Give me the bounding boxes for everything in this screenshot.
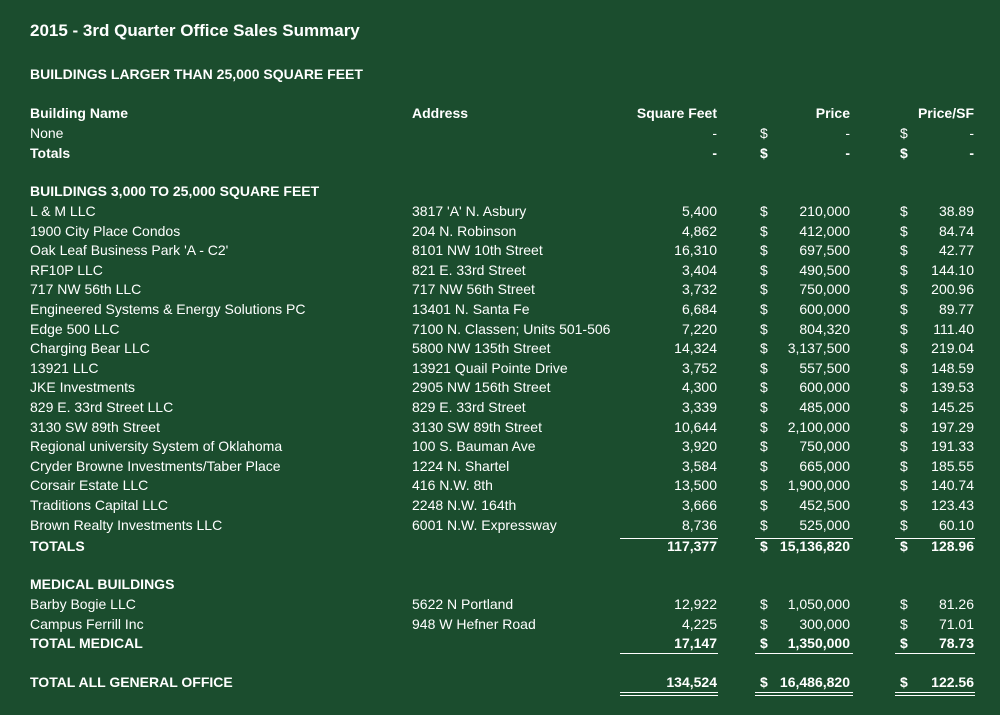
building-name-cell: L & M LLC	[30, 203, 96, 219]
price-currency-symbol: $	[760, 538, 768, 554]
price-cell: 525,000	[799, 516, 850, 533]
price-sf-currency-symbol: $	[900, 125, 908, 141]
price-sf-cell: 89.77	[938, 301, 974, 317]
building-name-cell: Brown Realty Investments LLC	[30, 516, 223, 533]
price-cell: 697,500	[799, 242, 850, 259]
building-name-cell: 13921 LLC	[30, 359, 99, 376]
price-sf-currency-symbol: $	[900, 145, 908, 161]
price-sf-currency-symbol: $	[900, 261, 908, 278]
price-currency-symbol: $	[760, 457, 768, 474]
address-cell: 13401 N. Santa Fe	[412, 301, 530, 317]
price-cell: 412,000	[799, 222, 850, 239]
totals-square-feet: -	[712, 145, 717, 161]
building-name-cell: Engineered Systems & Energy Solutions PC	[30, 301, 306, 317]
square-feet-cell: 3,732	[681, 281, 717, 298]
grand-total-price-per-sf: 122.56	[931, 674, 974, 690]
square-feet-cell: 3,666	[681, 497, 717, 513]
price-sf-cell: 123.43	[931, 497, 974, 513]
price-cell: 2,100,000	[787, 418, 850, 435]
totals-square-feet: 17,147	[674, 635, 717, 651]
price-currency-symbol: $	[760, 438, 768, 455]
totals-underline	[755, 653, 853, 654]
building-name-cell: RF10P LLC	[30, 261, 103, 278]
price-sf-cell: 144.10	[931, 261, 974, 278]
price-sf-currency-symbol: $	[900, 399, 908, 415]
table-row	[0, 397, 1000, 417]
table-row	[0, 594, 1000, 614]
page-title: 2015 - 3rd Quarter Office Sales Summary	[30, 21, 360, 40]
building-name-cell: Campus Ferrill Inc	[30, 615, 144, 632]
price-currency-symbol: $	[760, 222, 768, 239]
totals-label: TOTAL MEDICAL	[30, 635, 143, 651]
price-sf-cell: 84.74	[938, 222, 974, 239]
price-cell: 485,000	[799, 399, 850, 415]
square-feet-cell: 3,752	[681, 359, 717, 376]
price-sf-cell: 191.33	[931, 438, 974, 455]
address-cell: 204 N. Robinson	[412, 222, 517, 239]
table-row	[0, 377, 1000, 397]
price-sf-currency-symbol: $	[900, 222, 908, 239]
address-cell: 2248 N.W. 164th	[412, 497, 517, 513]
table-row	[0, 456, 1000, 476]
price-currency-symbol: $	[760, 399, 768, 415]
price-cell: 3,137,500	[787, 340, 850, 357]
price-cell: 1,050,000	[787, 596, 850, 612]
table-row	[0, 515, 1000, 535]
table-row	[0, 436, 1000, 456]
table-row	[0, 240, 1000, 260]
square-feet-cell: 12,922	[674, 596, 717, 612]
building-name-cell: Cryder Browne Investments/Taber Place	[30, 457, 281, 474]
section-heading-mid	[0, 181, 1000, 201]
building-name-cell: 829 E. 33rd Street LLC	[30, 399, 174, 415]
price-currency-symbol: $	[760, 379, 768, 396]
address-cell: 3817 'A' N. Asbury	[412, 203, 527, 219]
address-cell: 1224 N. Shartel	[412, 457, 510, 474]
price-currency-symbol: $	[760, 301, 768, 317]
totals-row	[0, 633, 1000, 653]
table-row	[0, 495, 1000, 515]
building-name-cell: Regional university System of Oklahoma	[30, 438, 283, 455]
building-name-cell: Charging Bear LLC	[30, 340, 150, 357]
price-currency-symbol: $	[760, 516, 768, 533]
square-feet-cell: 8,736	[681, 516, 717, 533]
address-cell: 8101 NW 10th Street	[412, 242, 543, 259]
address-cell: 5622 N Portland	[412, 596, 514, 612]
section-heading-medical	[0, 574, 1000, 594]
table-row	[0, 279, 1000, 299]
building-name-cell: 1900 City Place Condos	[30, 222, 181, 239]
price-currency-symbol: $	[760, 418, 768, 435]
totals-row	[0, 143, 1000, 163]
price-currency-symbol: $	[760, 497, 768, 513]
building-name-cell: None	[30, 125, 64, 141]
table-row	[0, 358, 1000, 378]
price-sf-currency-symbol: $	[900, 635, 908, 651]
price-sf-cell: 111.40	[933, 320, 974, 337]
price-currency-symbol: $	[760, 674, 768, 690]
square-feet-cell: 3,920	[681, 438, 717, 455]
square-feet-cell: 3,339	[681, 399, 717, 415]
price-cell: 210,000	[799, 203, 850, 219]
square-feet-cell: 16,310	[674, 242, 717, 259]
price-sf-cell: 185.55	[931, 457, 974, 474]
totals-price-per-sf: 128.96	[931, 538, 974, 554]
table-row	[0, 260, 1000, 280]
address-cell: 100 S. Bauman Ave	[412, 438, 536, 455]
price-cell: 600,000	[799, 379, 850, 396]
table-row	[0, 299, 1000, 319]
price-currency-symbol: $	[760, 281, 768, 298]
column-header-row	[0, 103, 1000, 123]
address-cell: 2905 NW 156th Street	[412, 379, 551, 396]
building-name-cell: JKE Investments	[30, 379, 136, 396]
table-row	[0, 475, 1000, 495]
price-sf-cell: 38.89	[938, 203, 974, 219]
address-cell: 948 W Hefner Road	[412, 615, 536, 632]
totals-row	[0, 536, 1000, 556]
price-sf-currency-symbol: $	[900, 340, 908, 357]
price-sf-cell: 139.53	[931, 379, 974, 396]
grand-total-row	[0, 672, 1000, 692]
building-name-cell: 3130 SW 89th Street	[30, 418, 160, 435]
price-sf-cell: 148.59	[931, 359, 974, 376]
address-cell: 416 N.W. 8th	[412, 477, 493, 494]
price-cell: 665,000	[799, 457, 850, 474]
price-sf-currency-symbol: $	[900, 242, 908, 259]
price-sf-cell: 197.29	[931, 418, 974, 435]
price-cell: 557,500	[799, 359, 850, 376]
price-cell: 750,000	[799, 438, 850, 455]
price-sf-currency-symbol: $	[900, 457, 908, 474]
price-sf-cell: 71.01	[938, 615, 974, 632]
totals-price-per-sf: 78.73	[938, 635, 974, 651]
square-feet-cell: 5,400	[681, 203, 717, 219]
price-currency-symbol: $	[760, 242, 768, 259]
price-currency-symbol: $	[760, 596, 768, 612]
table-row	[0, 319, 1000, 339]
building-name-cell: Traditions Capital LLC	[30, 497, 168, 513]
price-sf-currency-symbol: $	[900, 497, 908, 513]
price-sf-currency-symbol: $	[900, 418, 908, 435]
square-feet-cell: 4,225	[681, 615, 717, 632]
address-cell: 829 E. 33rd Street	[412, 399, 526, 415]
column-header-price-per-sf: Price/SF	[917, 105, 974, 121]
table-row	[0, 614, 1000, 634]
price-sf-currency-symbol: $	[900, 379, 908, 396]
building-name-cell: Corsair Estate LLC	[30, 477, 149, 494]
price-sf-currency-symbol: $	[900, 438, 908, 455]
square-feet-cell: 4,300	[681, 379, 717, 396]
square-feet-cell: 13,500	[674, 477, 717, 494]
price-sf-cell: 60.10	[938, 516, 974, 533]
totals-label: Totals	[30, 145, 71, 161]
price-currency-symbol: $	[760, 477, 768, 494]
address-cell: 13921 Quail Pointe Drive	[412, 359, 568, 376]
square-feet-cell: 6,684	[681, 301, 717, 317]
section-heading-large	[0, 64, 1000, 84]
address-cell: 3130 SW 89th Street	[412, 418, 542, 435]
column-header-building-name: Building Name	[30, 105, 129, 121]
grand-total-square-feet: 134,524	[666, 674, 717, 690]
price-cell: 1,900,000	[787, 477, 850, 494]
price-sf-currency-symbol: $	[900, 359, 908, 376]
price-sf-cell: 145.25	[931, 399, 974, 415]
building-name-cell: Barby Bogie LLC	[30, 596, 136, 612]
table-row	[0, 123, 1000, 143]
address-cell: 5800 NW 135th Street	[412, 340, 551, 357]
column-header-address: Address	[412, 105, 469, 121]
address-cell: 6001 N.W. Expressway	[412, 516, 557, 533]
price-currency-symbol: $	[760, 203, 768, 219]
grand-total-double-underline	[755, 692, 853, 696]
price-sf-currency-symbol: $	[900, 538, 908, 554]
address-cell: 7100 N. Classen; Units 501-506	[412, 320, 611, 337]
grand-total-double-underline	[620, 692, 718, 696]
price-sf-currency-symbol: $	[900, 674, 908, 690]
price-sf-currency-symbol: $	[900, 320, 908, 337]
square-feet-cell: 4,862	[681, 222, 717, 239]
price-currency-symbol: $	[760, 340, 768, 357]
square-feet-cell: 3,404	[681, 261, 717, 278]
price-cell: 490,500	[799, 261, 850, 278]
table-row	[0, 201, 1000, 221]
table-row	[0, 417, 1000, 437]
price-sf-cell: 219.04	[931, 340, 974, 357]
square-feet-cell: 3,584	[681, 457, 717, 474]
section-heading-text: BUILDINGS LARGER THAN 25,000 SQUARE FEET	[30, 66, 363, 82]
table-row	[0, 338, 1000, 358]
table-row	[0, 221, 1000, 241]
totals-price-per-sf: -	[969, 145, 974, 161]
price-sf-currency-symbol: $	[900, 596, 908, 612]
price-sf-cell: 42.77	[938, 242, 974, 259]
building-name-cell: 717 NW 56th LLC	[30, 281, 142, 298]
price-sf-currency-symbol: $	[900, 203, 908, 219]
price-sf-cell: 140.74	[931, 477, 974, 494]
totals-label: TOTALS	[30, 538, 85, 554]
grand-total-price: 16,486,820	[779, 674, 850, 690]
grand-total-label: TOTAL ALL GENERAL OFFICE	[30, 674, 233, 690]
grand-total-double-underline	[895, 692, 975, 696]
price-sf-cell: -	[969, 125, 974, 141]
address-cell: 717 NW 56th Street	[412, 281, 535, 298]
totals-underline	[620, 653, 718, 654]
price-currency-symbol: $	[760, 635, 768, 651]
price-sf-cell: 81.26	[938, 596, 974, 612]
totals-price: -	[845, 145, 850, 161]
address-cell: 821 E. 33rd Street	[412, 261, 526, 278]
price-sf-currency-symbol: $	[900, 301, 908, 317]
price-sf-currency-symbol: $	[900, 516, 908, 533]
price-currency-symbol: $	[760, 320, 768, 337]
totals-underline	[895, 653, 975, 654]
building-name-cell: Oak Leaf Business Park 'A - C2'	[30, 242, 229, 259]
column-header-price: Price	[815, 105, 850, 121]
column-header-square-feet: Square Feet	[636, 105, 717, 121]
price-currency-symbol: $	[760, 145, 768, 161]
price-currency-symbol: $	[760, 261, 768, 278]
section-heading-text: BUILDINGS 3,000 TO 25,000 SQUARE FEET	[30, 183, 320, 199]
price-cell: 804,320	[799, 320, 850, 337]
price-currency-symbol: $	[760, 359, 768, 376]
price-cell: 300,000	[799, 615, 850, 632]
square-feet-cell: 14,324	[674, 340, 717, 357]
price-sf-currency-symbol: $	[900, 615, 908, 632]
totals-square-feet: 117,377	[667, 538, 717, 554]
price-sf-cell: 200.96	[931, 281, 974, 298]
square-feet-cell: 10,644	[674, 418, 717, 435]
price-cell: 750,000	[799, 281, 850, 298]
section-heading-text: MEDICAL BUILDINGS	[30, 576, 175, 592]
square-feet-cell: 7,220	[681, 320, 717, 337]
square-feet-cell: -	[712, 125, 717, 141]
building-name-cell: Edge 500 LLC	[30, 320, 120, 337]
price-sf-currency-symbol: $	[900, 477, 908, 494]
totals-price: 1,350,000	[787, 635, 850, 651]
price-cell: 600,000	[799, 301, 850, 317]
price-currency-symbol: $	[760, 125, 768, 141]
price-cell: 452,500	[799, 497, 850, 513]
price-sf-currency-symbol: $	[900, 281, 908, 298]
price-cell: -	[845, 125, 850, 141]
price-currency-symbol: $	[760, 615, 768, 632]
totals-price: 15,136,820	[779, 538, 850, 554]
